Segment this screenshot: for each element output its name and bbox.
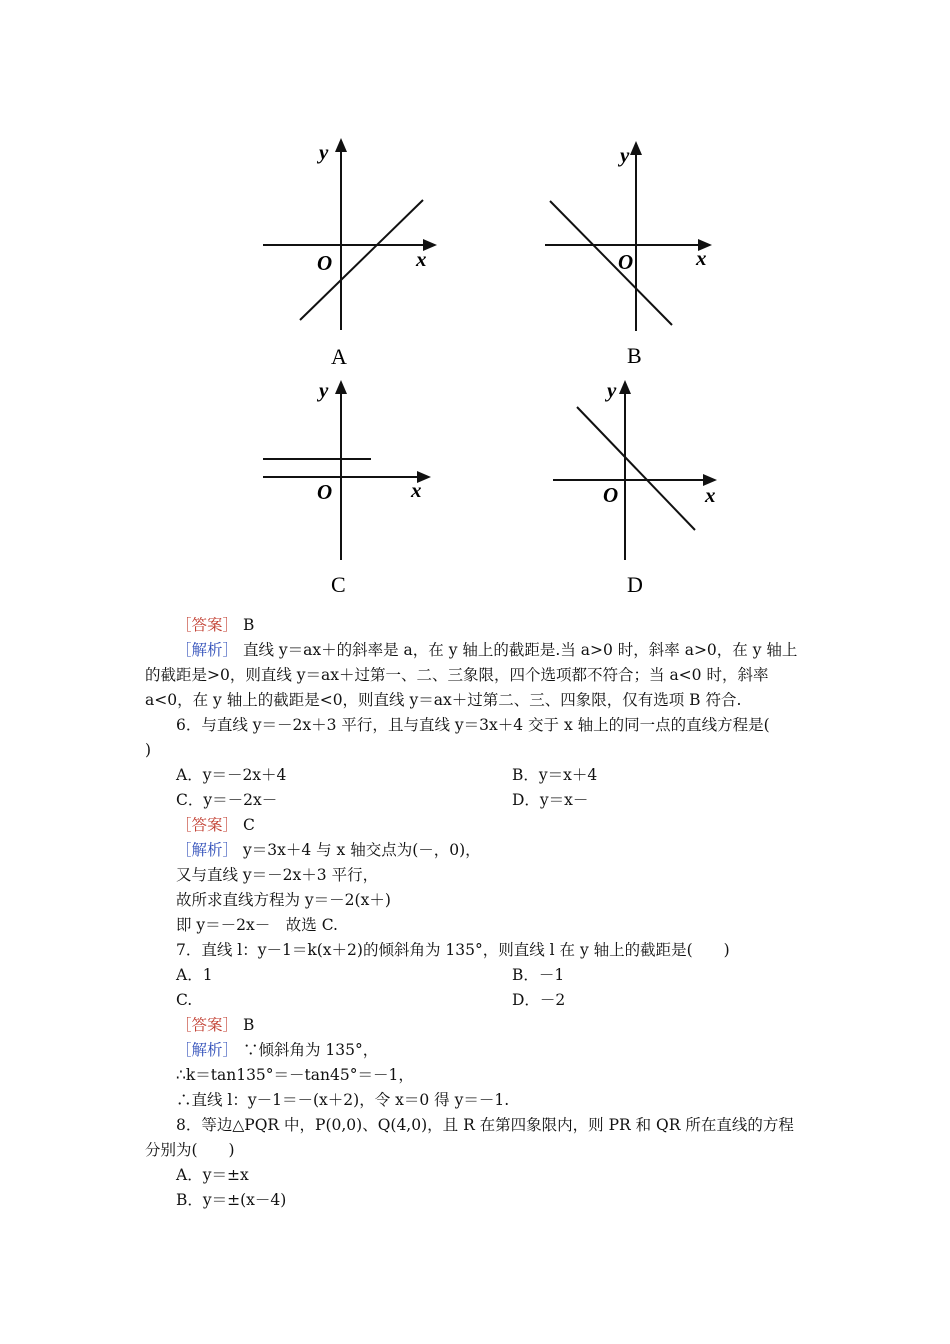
q7-option-b: B．－1 (512, 966, 565, 984)
answer-value: B (242, 1016, 255, 1034)
q7-explanation-line-3: ∴直线 l：y－1＝－(x＋2)，令 x＝0 得 y＝－1. (176, 1091, 510, 1109)
q6-explanation-line-2: 又与直线 y＝－2x＋3 平行， (176, 866, 379, 884)
q8-option-a: A．y＝±x (176, 1166, 249, 1184)
q5-answer (176, 613, 254, 638)
q6-stem: 6．与直线 y＝－2x＋3 平行，且与直线 y＝3x＋4 交于 x 轴上的同一点的直线方程是( (176, 716, 770, 734)
y-axis-label: y (319, 378, 329, 402)
q7-option-a: A．1 (176, 966, 213, 984)
answer-value: C (242, 816, 255, 834)
x-axis-label: x (416, 247, 427, 271)
q5-explanation-line-1 (176, 638, 797, 663)
x-axis-label: x (696, 246, 707, 270)
q7-explanation-line-1 (176, 1038, 378, 1063)
answer-tag: ［答案］ (176, 616, 239, 634)
explanation-text: y＝3x＋4 与 x 轴交点为(－，0)， (242, 841, 481, 859)
graph-d (545, 370, 735, 605)
q6-option-d: D．y＝x－ (512, 791, 589, 809)
q6-answer (176, 813, 255, 838)
q6-option-a: A．y＝－2x＋4 (176, 766, 287, 784)
q8-stem: 8．等边△PQR 中，P(0,0)、Q(4,0)，且 R 在第四象限内，则 PR 和 QR 所在直线的方程 (176, 1116, 794, 1134)
q6-option-c: C．y＝－2x－ (176, 791, 278, 809)
y-axis-label: y (620, 143, 630, 167)
q6-explanation-line-4: 即 y＝－2x－ 故选 C. (176, 916, 338, 934)
origin-label: O (317, 251, 333, 275)
q6-explanation-line-1 (176, 838, 481, 863)
q6-explanation-line-3: 故所求直线方程为 y＝－2(x＋) (176, 891, 391, 909)
graph-a (255, 130, 445, 370)
explanation-text: 直线 y＝ax＋的斜率是 a，在 y 轴上的截距是.当 a>0 时，斜率 a>0，在 y 轴上 (242, 641, 798, 659)
explanation-tag: ［解析］ (176, 641, 239, 659)
y-axis-label: y (607, 378, 617, 402)
q7-explanation-line-2: ∴k＝tan135°＝－tan45°＝－1， (176, 1066, 414, 1084)
graph-c (255, 370, 445, 605)
q7-option-d: D．－2 (512, 991, 566, 1009)
q5-explanation-line-2: 的截距是>0，则直线 y＝ax＋过第一、二、三象限，四个选项都不符合；当 a<0 时，斜率 (145, 666, 769, 684)
q8-option-b: B．y＝±(x－4) (176, 1191, 287, 1209)
graph-caption: D (627, 572, 643, 597)
x-axis-label: x (411, 478, 422, 502)
q7-option-c: C. (176, 991, 193, 1009)
graph-caption: A (331, 344, 347, 369)
x-axis-label: x (705, 483, 716, 507)
explanation-tag: ［解析］ (176, 841, 239, 859)
q6-stem-cont: ) (145, 741, 152, 759)
q7-stem: 7．直线 l：y－1＝k(x＋2)的倾斜角为 135°，则直线 l 在 y 轴上的截距是( ) (176, 941, 730, 959)
q6-option-b: B．y＝x＋4 (512, 766, 598, 784)
origin-label: O (317, 480, 333, 504)
graph-b (540, 135, 730, 375)
q5-explanation-line-3: a<0，在 y 轴上的截距是<0，则直线 y＝ax＋过第二、三、四象限，仅有选项 B 符合. (145, 691, 742, 709)
graph-caption: C (331, 572, 346, 597)
origin-label: O (603, 483, 619, 507)
explanation-tag: ［解析］ (176, 1041, 239, 1059)
q7-answer (176, 1013, 254, 1038)
q8-stem-cont: 分别为( ) (145, 1141, 235, 1159)
answer-value: B (242, 616, 255, 634)
explanation-text: ∵倾斜角为 135°， (242, 1041, 379, 1059)
answer-tag: ［答案］ (176, 1016, 239, 1034)
y-axis-label: y (319, 140, 329, 164)
origin-label: O (618, 250, 634, 274)
graph-caption: B (627, 343, 642, 368)
answer-tag: ［答案］ (176, 816, 239, 834)
